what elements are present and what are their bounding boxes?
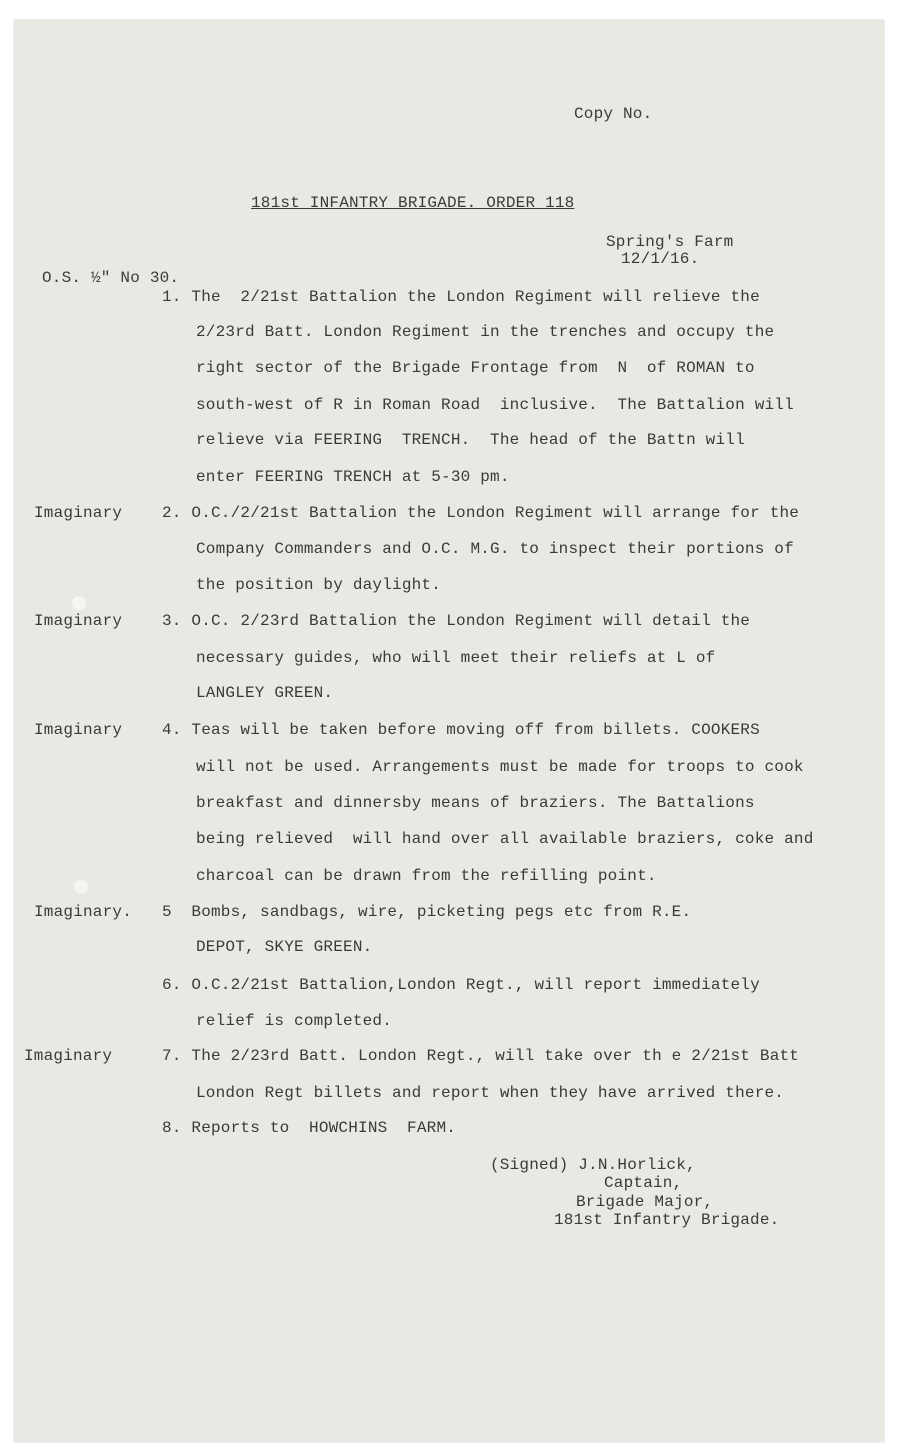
margin-note: Imaginary [24, 1047, 113, 1065]
order-line: charcoal can be drawn from the refilling point. [196, 867, 657, 885]
date: 12/1/16. [621, 250, 700, 268]
order-line: necessary guides, who will meet their reliefs at L of [196, 649, 716, 667]
order-line: 7. The 2/23rd Batt. London Regt., will take over th e 2/21st Batt [162, 1047, 800, 1065]
order-line: enter FEERING TRENCH at 5-30 pm. [196, 468, 510, 486]
signature-rank: Captain, [604, 1174, 683, 1192]
signature-role: Brigade Major, [576, 1193, 714, 1211]
margin-note: Imaginary [34, 612, 123, 630]
map-reference: O.S. ½" No 30. [42, 269, 180, 287]
order-line: 3. O.C. 2/23rd Battalion the London Regiment will detail the [162, 612, 751, 630]
order-line: 4. Teas will be taken before moving off from billets. COOKERS [162, 721, 760, 739]
order-line: relieve via FEERING TRENCH. The head of the Battn will [196, 431, 745, 449]
order-line: 1. The 2/21st Battalion the London Regiment will relieve the [162, 288, 760, 306]
copy-number: Copy No. [574, 105, 653, 123]
order-line: being relieved will hand over all available braziers, coke and [196, 830, 814, 848]
order-line: Company Commanders and O.C. M.G. to inspect their portions of [196, 540, 794, 558]
punch-hole-mark [72, 596, 86, 610]
order-line: London Regt billets and report when they have arrived there. [196, 1084, 785, 1102]
order-line: relief is completed. [196, 1012, 393, 1030]
order-line: south-west of R in Roman Road inclusive. The Battalion will [196, 396, 794, 414]
order-line: breakfast and dinnersby means of braziers. The Battalions [196, 794, 755, 812]
order-line: 6. O.C.2/21st Battalion,London Regt., will report immediately [162, 976, 760, 994]
order-line: right sector of the Brigade Frontage from N of ROMAN to [196, 359, 755, 377]
margin-note: Imaginary. [34, 903, 133, 921]
punch-hole-mark [74, 880, 88, 894]
order-line: 8. Reports to HOWCHINS FARM. [162, 1119, 457, 1137]
margin-note: Imaginary [34, 721, 123, 739]
order-line: 2. O.C./2/21st Battalion the London Regiment will arrange for the [162, 504, 800, 522]
signature-signed: (Signed) J.N.Horlick, [490, 1156, 696, 1174]
signature-unit: 181st Infantry Brigade. [554, 1211, 780, 1229]
place: Spring's Farm [606, 233, 734, 251]
order-line: 5 Bombs, sandbags, wire, picketing pegs etc from R.E. [162, 903, 692, 921]
order-line: 2/23rd Batt. London Regiment in the trenches and occupy the [196, 323, 775, 341]
margin-note: Imaginary [34, 504, 123, 522]
order-line: will not be used. Arrangements must be made for troops to cook [196, 758, 804, 776]
order-line: the position by daylight. [196, 576, 442, 594]
order-title: 181st INFANTRY BRIGADE. ORDER 118 [251, 194, 575, 212]
order-line: DEPOT, SKYE GREEN. [196, 938, 373, 956]
order-line: LANGLEY GREEN. [196, 684, 334, 702]
